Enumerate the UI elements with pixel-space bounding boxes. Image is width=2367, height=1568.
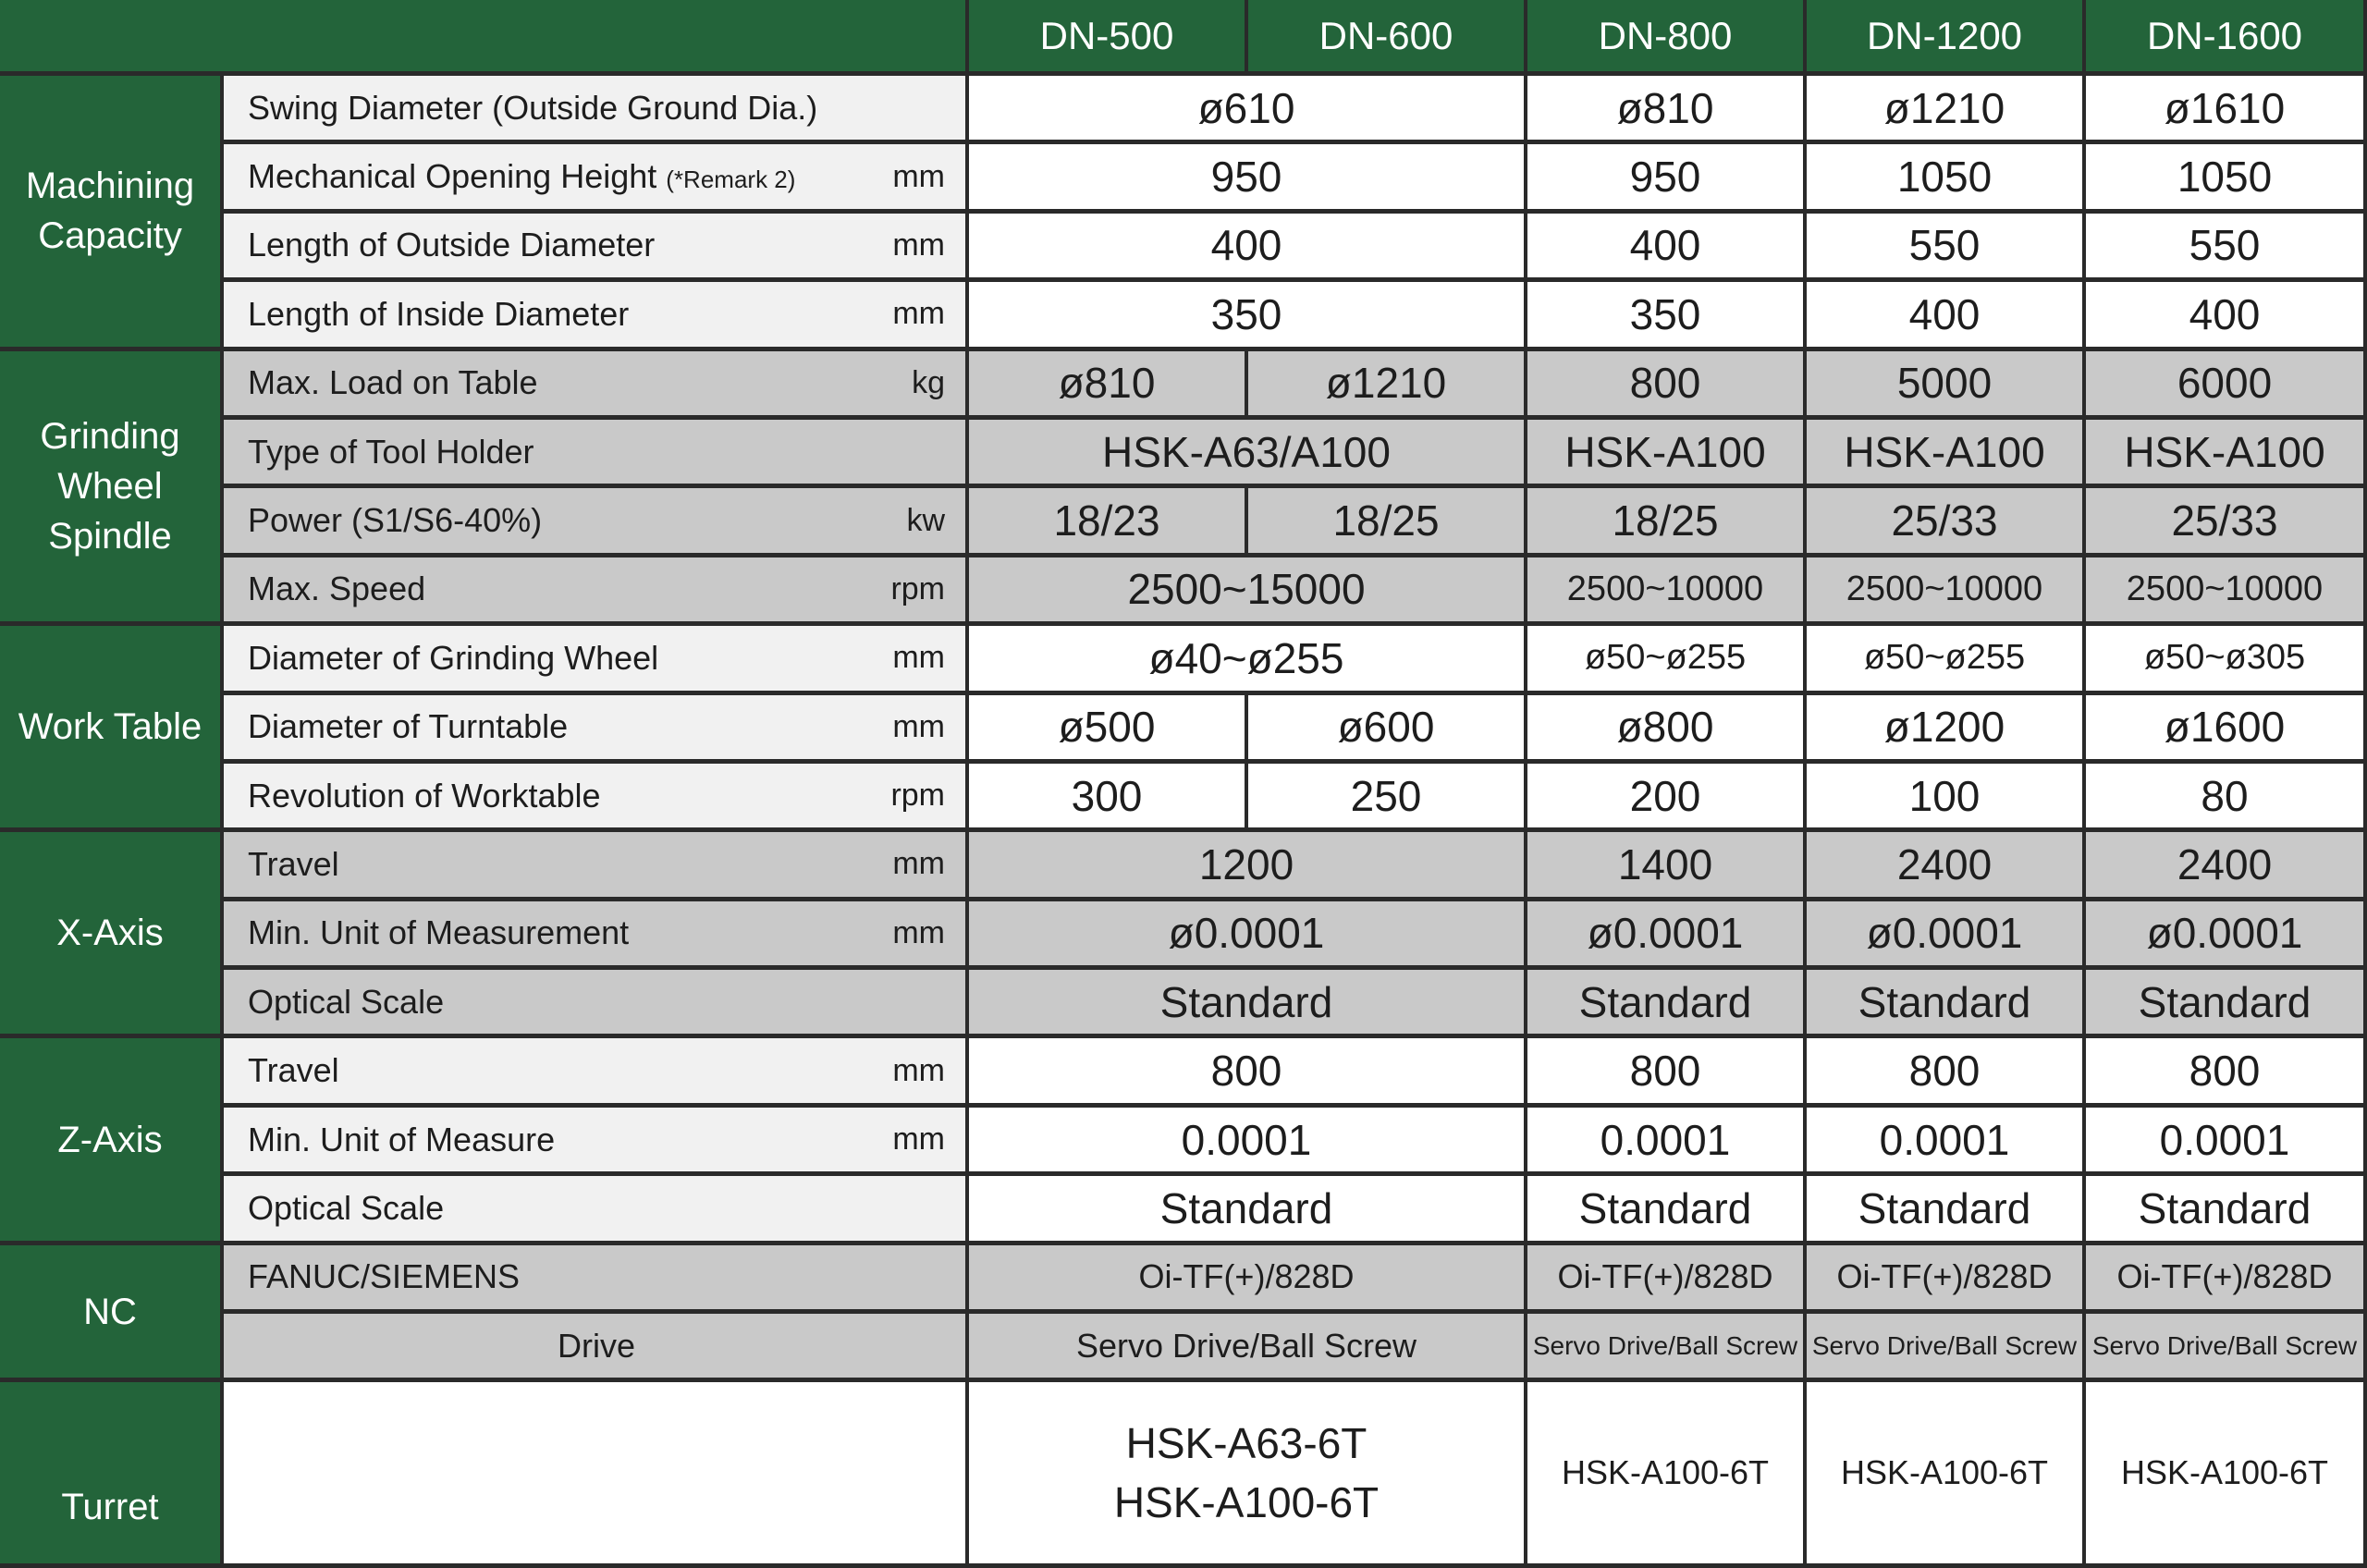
cell-revolution-dn800: 200	[1527, 764, 1807, 832]
group-x-axis: X-Axis	[0, 832, 224, 1038]
cell-turret-dn1600: HSK-A100-6T	[2086, 1382, 2367, 1567]
label-text: Swing Diameter (Outside Ground Dia.)	[248, 88, 818, 127]
cell-x-travel-dn800: 1400	[1527, 832, 1807, 900]
cell-max-load-dn500: ø810	[969, 351, 1248, 420]
unit-text: kg	[912, 364, 945, 400]
cell-z-travel-dn1600: 800	[2086, 1038, 2367, 1107]
cell-drive-dn1600: Servo Drive/Ball Screw	[2086, 1314, 2367, 1382]
cell-drive-dn500-600: Servo Drive/Ball Screw	[969, 1314, 1527, 1382]
cell-max-load-dn600: ø1210	[1248, 351, 1527, 420]
unit-text: mm	[892, 640, 945, 676]
turret-option-b: HSK-A100-6T	[1113, 1478, 1380, 1527]
cell-turret-dn500-600	[969, 1382, 1527, 1567]
turret-option-a: HSK-A63-6T	[1125, 1418, 1367, 1467]
cell-tool-holder-dn1200: HSK-A100	[1807, 420, 2086, 488]
cell-x-optical-dn800: Standard	[1527, 970, 1807, 1038]
cell-power-dn800: 18/25	[1527, 488, 1807, 557]
row-label-max-load	[224, 351, 969, 420]
row-label-outside-length	[224, 214, 969, 282]
cell-z-min-unit-dn800: 0.0001	[1527, 1108, 1807, 1176]
cell-max-load-dn1600: 6000	[2086, 351, 2367, 420]
cell-z-optical-dn1200: Standard	[1807, 1176, 2086, 1244]
unit-text: mm	[892, 1052, 945, 1088]
cell-x-travel-dn500-600: 1200	[969, 832, 1527, 900]
cell-z-min-unit-dn1200: 0.0001	[1807, 1108, 2086, 1176]
cell-z-optical-dn800: Standard	[1527, 1176, 1807, 1244]
cell-opening-dn1600: 1050	[2086, 144, 2367, 213]
label-text: Revolution of Worktable	[248, 776, 601, 815]
cell-x-min-unit-dn1200: ø0.0001	[1807, 901, 2086, 970]
cell-outside-len-dn1600: 550	[2086, 214, 2367, 282]
cell-swing-dn500-600: ø610	[969, 76, 1527, 144]
cell-inside-len-dn800: 350	[1527, 282, 1807, 350]
cell-nc-dn1600: Oi-TF(+)/828D	[2086, 1245, 2367, 1314]
cell-drive-dn1200: Servo Drive/Ball Screw	[1807, 1314, 2086, 1382]
cell-drive-dn800: Servo Drive/Ball Screw	[1527, 1314, 1807, 1382]
col-header-dn800: DN-800	[1527, 0, 1807, 76]
cell-max-speed-dn1200: 2500~10000	[1807, 557, 2086, 626]
cell-turret-dn1200: HSK-A100-6T	[1807, 1382, 2086, 1567]
cell-inside-len-dn1600: 400	[2086, 282, 2367, 350]
label-text: Length of Outside Diameter	[248, 226, 656, 264]
unit-text: mm	[892, 158, 945, 194]
cell-revolution-dn600: 250	[1248, 764, 1527, 832]
cell-z-min-unit-dn1600: 0.0001	[2086, 1108, 2367, 1176]
unit-text: mm	[892, 296, 945, 332]
remark-text: (*Remark 2)	[666, 165, 796, 194]
cell-revolution-dn1600: 80	[2086, 764, 2367, 832]
cell-opening-dn1200: 1050	[1807, 144, 2086, 213]
group-nc: NC	[0, 1245, 224, 1383]
cell-wheel-dia-dn1200: ø50~ø255	[1807, 626, 2086, 694]
cell-z-travel-dn500-600: 800	[969, 1038, 1527, 1107]
col-header-dn1200: DN-1200	[1807, 0, 2086, 76]
label-text: Travel	[248, 1051, 339, 1090]
cell-x-min-unit-dn500-600: ø0.0001	[969, 901, 1527, 970]
row-label-x-travel	[224, 832, 969, 900]
label-text: Power (S1/S6-40%)	[248, 501, 543, 540]
group-work-table: Work Table	[0, 626, 224, 832]
label-text: Min. Unit of Measure	[248, 1120, 556, 1158]
cell-wheel-dia-dn1600: ø50~ø305	[2086, 626, 2367, 694]
cell-max-speed-dn800: 2500~10000	[1527, 557, 1807, 626]
cell-power-dn600: 18/25	[1248, 488, 1527, 557]
cell-outside-len-dn1200: 550	[1807, 214, 2086, 282]
cell-turntable-dn800: ø800	[1527, 695, 1807, 764]
cell-x-optical-dn500-600: Standard	[969, 970, 1527, 1038]
cell-x-min-unit-dn1600: ø0.0001	[2086, 901, 2367, 970]
cell-turntable-dn600: ø600	[1248, 695, 1527, 764]
label-text: Max. Speed	[248, 570, 426, 608]
cell-z-travel-dn800: 800	[1527, 1038, 1807, 1107]
row-label-inside-length	[224, 282, 969, 350]
cell-max-speed-dn1600: 2500~10000	[2086, 557, 2367, 626]
label-text: Length of Inside Diameter	[248, 294, 630, 333]
cell-tool-holder-dn1600: HSK-A100	[2086, 420, 2367, 488]
row-label-max-speed	[224, 557, 969, 626]
unit-text: rpm	[890, 570, 945, 606]
cell-inside-len-dn1200: 400	[1807, 282, 2086, 350]
unit-text: kw	[906, 502, 945, 538]
cell-turntable-dn1200: ø1200	[1807, 695, 2086, 764]
cell-nc-dn1200: Oi-TF(+)/828D	[1807, 1245, 2086, 1314]
cell-x-travel-dn1600: 2400	[2086, 832, 2367, 900]
cell-x-min-unit-dn800: ø0.0001	[1527, 901, 1807, 970]
cell-max-speed-dn500-600: 2500~15000	[969, 557, 1527, 626]
row-label-z-optical-scale	[224, 1176, 969, 1244]
unit-text: mm	[892, 914, 945, 950]
cell-z-min-unit-dn500-600: 0.0001	[969, 1108, 1527, 1176]
cell-power-dn1200: 25/33	[1807, 488, 2086, 557]
row-label-z-travel	[224, 1038, 969, 1107]
row-label-revolution	[224, 764, 969, 832]
unit-text: rpm	[890, 778, 945, 814]
col-header-dn600: DN-600	[1248, 0, 1527, 76]
row-label-drive: Drive	[224, 1314, 969, 1382]
cell-swing-dn800: ø810	[1527, 76, 1807, 144]
cell-wheel-dia-dn800: ø50~ø255	[1527, 626, 1807, 694]
label-text: FANUC/SIEMENS	[248, 1257, 521, 1296]
group-turret: Turret	[0, 1452, 224, 1568]
unit-text: mm	[892, 846, 945, 882]
label-text: Min. Unit of Measurement	[248, 913, 630, 952]
cell-revolution-dn500: 300	[969, 764, 1248, 832]
cell-nc-dn500-600: Oi-TF(+)/828D	[969, 1245, 1527, 1314]
cell-opening-dn800: 950	[1527, 144, 1807, 213]
cell-turntable-dn1600: ø1600	[2086, 695, 2367, 764]
cell-power-dn500: 18/23	[969, 488, 1248, 557]
cell-opening-dn500-600: 950	[969, 144, 1527, 213]
label-text: Diameter of Turntable	[248, 707, 569, 746]
cell-z-optical-dn500-600: Standard	[969, 1176, 1527, 1244]
unit-text: mm	[892, 708, 945, 744]
cell-outside-len-dn800: 400	[1527, 214, 1807, 282]
label-text: Travel	[248, 844, 339, 883]
row-label-tool-holder	[224, 420, 969, 488]
label-text: Optical Scale	[248, 982, 445, 1021]
cell-turntable-dn500: ø500	[969, 695, 1248, 764]
cell-wheel-dia-dn500-600: ø40~ø255	[969, 626, 1527, 694]
cell-max-load-dn800: 800	[1527, 351, 1807, 420]
label-text: Max. Load on Table	[248, 363, 538, 402]
cell-z-travel-dn1200: 800	[1807, 1038, 2086, 1107]
label-text: Optical Scale	[248, 1188, 445, 1227]
row-label-wheel-diameter	[224, 626, 969, 694]
row-label-power	[224, 488, 969, 557]
col-header-dn500: DN-500	[969, 0, 1248, 76]
group-machining-capacity: Machining Capacity	[0, 76, 224, 351]
cell-x-optical-dn1200: Standard	[1807, 970, 2086, 1038]
cell-x-travel-dn1200: 2400	[1807, 832, 2086, 900]
cell-tool-holder-dn500-600: HSK-A63/A100	[969, 420, 1527, 488]
group-z-axis: Z-Axis	[0, 1038, 224, 1244]
label-text: Mechanical Opening Height	[248, 157, 657, 196]
row-label-swing-diameter	[224, 76, 969, 144]
cell-revolution-dn1200: 100	[1807, 764, 2086, 832]
group-turret-top	[0, 1382, 224, 1451]
cell-nc-dn800: Oi-TF(+)/828D	[1527, 1245, 1807, 1314]
col-header-dn1600: DN-1600	[2086, 0, 2367, 76]
cell-power-dn1600: 25/33	[2086, 488, 2367, 557]
unit-text: mm	[892, 1121, 945, 1158]
cell-inside-len-dn500-600: 350	[969, 282, 1527, 350]
unit-text: mm	[892, 227, 945, 263]
row-label-x-min-unit	[224, 901, 969, 970]
cell-outside-len-dn500-600: 400	[969, 214, 1527, 282]
cell-turret-dn800: HSK-A100-6T	[1527, 1382, 1807, 1567]
row-label-z-min-unit	[224, 1108, 969, 1176]
cell-x-optical-dn1600: Standard	[2086, 970, 2367, 1038]
cell-swing-dn1600: ø1610	[2086, 76, 2367, 144]
cell-tool-holder-dn800: HSK-A100	[1527, 420, 1807, 488]
label-text: Type of Tool Holder	[248, 432, 534, 471]
row-label-nc-controller	[224, 1245, 969, 1314]
cell-swing-dn1200: ø1210	[1807, 76, 2086, 144]
group-grinding-wheel-spindle: Grinding Wheel Spindle	[0, 351, 224, 627]
row-label-turntable-diameter	[224, 695, 969, 764]
cell-max-load-dn1200: 5000	[1807, 351, 2086, 420]
row-label-opening-height	[224, 144, 969, 213]
header-blank	[0, 0, 969, 76]
label-text: Diameter of Grinding Wheel	[248, 638, 659, 677]
turret-label-blank	[224, 1382, 969, 1567]
row-label-x-optical-scale	[224, 970, 969, 1038]
cell-z-optical-dn1600: Standard	[2086, 1176, 2367, 1244]
